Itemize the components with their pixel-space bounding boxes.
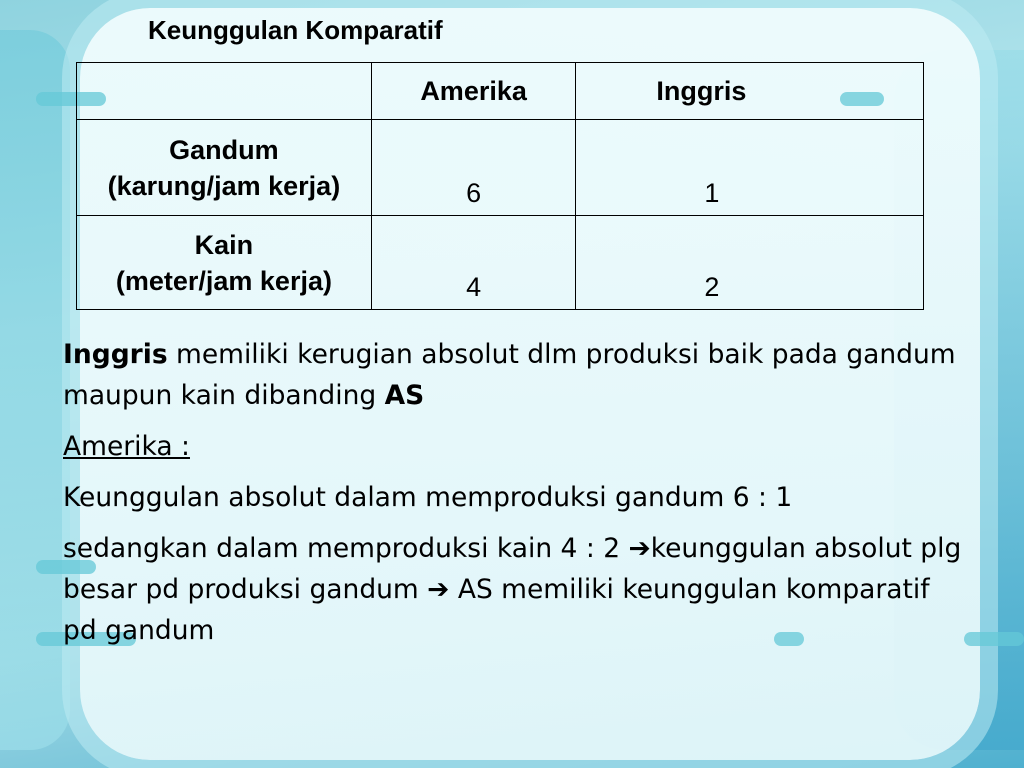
row-label-line2: (karung/jam kerja) — [107, 170, 341, 201]
cell-kain-amerika: 4 — [371, 216, 576, 310]
row-label-line1: Kain — [194, 229, 254, 260]
paragraph-conclusion — [63, 528, 963, 651]
cell-kain-inggris: 2 — [576, 216, 924, 310]
paragraph-inggris — [63, 334, 963, 416]
paragraph-keunggulan-absolut: Keunggulan absolut dalam memproduksi gandum 6 : 1 — [63, 482, 793, 513]
decorative-bar — [964, 632, 1024, 646]
conclusion-text-c: AS memiliki keunggulan komparatif pd gandum — [63, 574, 930, 646]
row-label-kain — [77, 216, 372, 310]
row-label-gandum — [77, 120, 372, 216]
slide-title: Keunggulan Komparatif — [148, 15, 443, 45]
table-header-cell-empty — [77, 63, 372, 120]
cell-gandum-amerika: 6 — [371, 120, 576, 216]
paragraph-inggris-text: memiliki kerugian absolut dlm produksi baik pada gandum maupun kain dibanding — [63, 339, 956, 411]
bold-inggris: Inggris — [63, 339, 168, 370]
row-label-line2: (meter/jam kerja) — [115, 265, 332, 296]
table-header-amerika: Amerika — [371, 63, 576, 120]
row-label-line1: Gandum — [169, 134, 279, 165]
heading-amerika — [63, 426, 963, 467]
cell-gandum-inggris: 1 — [576, 120, 924, 216]
table-header-row — [77, 63, 924, 120]
conclusion-text-b: keunggulan absolut plg besar pd produksi gandum — [63, 533, 962, 605]
body-text — [63, 334, 963, 651]
table-row — [77, 120, 924, 216]
heading-amerika-text: Amerika : — [63, 431, 190, 462]
table-row — [77, 216, 924, 310]
arrow-right-icon: ➔ — [427, 574, 450, 605]
conclusion-text-a: sedangkan dalam memproduksi kain 4 : 2 — [63, 533, 629, 564]
bold-as: AS — [384, 380, 425, 411]
table-header-inggris: Inggris — [576, 63, 924, 120]
arrow-right-icon: ➔ — [628, 533, 651, 564]
comparison-table — [76, 62, 924, 310]
